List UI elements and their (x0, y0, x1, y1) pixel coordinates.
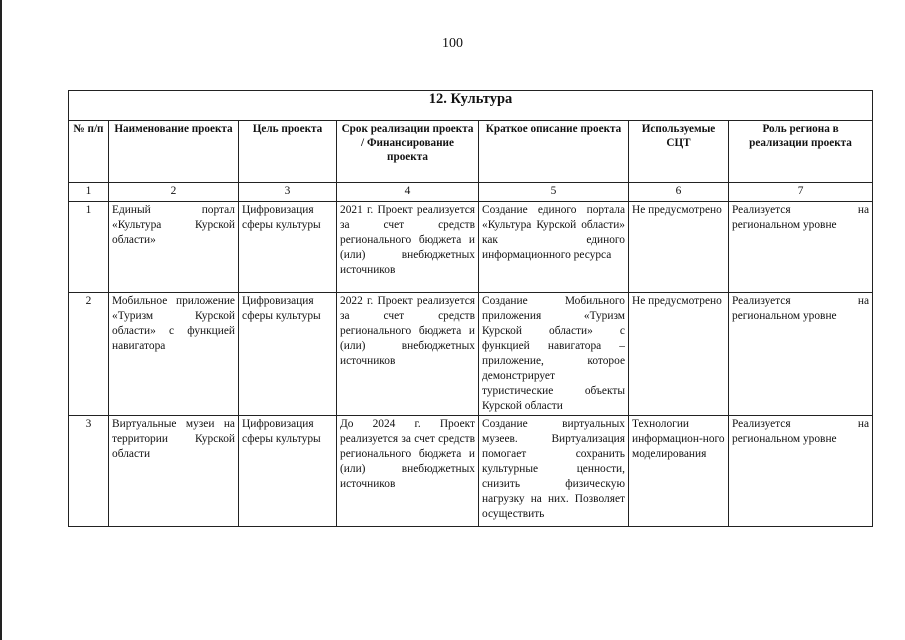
project-goal: Цифровизация сферы культуры (239, 293, 337, 416)
header-region-role: Роль региона в реализации проекта (729, 121, 873, 183)
row-number: 2 (69, 293, 109, 416)
column-number: 5 (479, 183, 629, 202)
project-name: Виртуальные музеи на территории Курской области (109, 416, 239, 527)
project-region-role: Реализуется на региональном уровне (729, 293, 873, 416)
header-description: Краткое описание проекта (479, 121, 629, 183)
row-number: 3 (69, 416, 109, 527)
project-term: До 2024 г. Проект реализуется за счет средств регионального бюджета и (или) внебюджетных источников (337, 416, 479, 527)
header-number: № п/п (69, 121, 109, 183)
table-row (69, 293, 873, 416)
column-number: 1 (69, 183, 109, 202)
header-technologies: Используемые СЦТ (629, 121, 729, 183)
project-region-role: Реализуется на региональном уровне (729, 202, 873, 293)
table-row (69, 416, 873, 527)
project-goal: Цифровизация сферы культуры (239, 202, 337, 293)
project-name: Мобильное приложение «Туризм Курской области» с функцией навигатора (109, 293, 239, 416)
project-goal: Цифровизация сферы культуры (239, 416, 337, 527)
column-number: 4 (337, 183, 479, 202)
project-description: Создание единого портала «Культура Курской области» как единого информационного ресурса (479, 202, 629, 293)
page-number: 100 (442, 36, 463, 51)
project-region-role: Реализуется на региональном уровне (729, 416, 873, 527)
column-number-row (69, 183, 873, 202)
column-number: 7 (729, 183, 873, 202)
project-technologies: Не предусмотрено (629, 293, 729, 416)
project-description: Создание Мобильного приложения «Туризм Курской области» с функцией навигатора – приложение, которое демонстрирует туристические объекты Курской области (479, 293, 629, 416)
section-title: 12. Культура (69, 91, 873, 121)
project-term: 2022 г. Проект реализуется за счет средств регионального бюджета и (или) внебюджетных источников (337, 293, 479, 416)
project-technologies: Технологии информацион-ного моделирования (629, 416, 729, 527)
project-term: 2021 г. Проект реализуется за счет средств регионального бюджета и (или) внебюджетных источников (337, 202, 479, 293)
section-title-row (69, 91, 873, 121)
column-number: 3 (239, 183, 337, 202)
page-left-edge (0, 0, 2, 640)
header-project-name: Наименование проекта (109, 121, 239, 183)
project-technologies: Не предусмотрено (629, 202, 729, 293)
table-row (69, 202, 873, 293)
header-project-goal: Цель проекта (239, 121, 337, 183)
table-header-row (69, 121, 873, 183)
culture-projects-table (68, 90, 873, 527)
header-term-financing: Срок реализации проекта / Финансирование проекта (337, 121, 479, 183)
project-description: Создание виртуальных музеев. Виртуализация помогает сохранить культурные ценности, снизить физическую нагрузку на них. Позволяет осуществить (479, 416, 629, 527)
column-number: 6 (629, 183, 729, 202)
column-number: 2 (109, 183, 239, 202)
row-number: 1 (69, 202, 109, 293)
project-name: Единый портал «Культура Курской области» (109, 202, 239, 293)
